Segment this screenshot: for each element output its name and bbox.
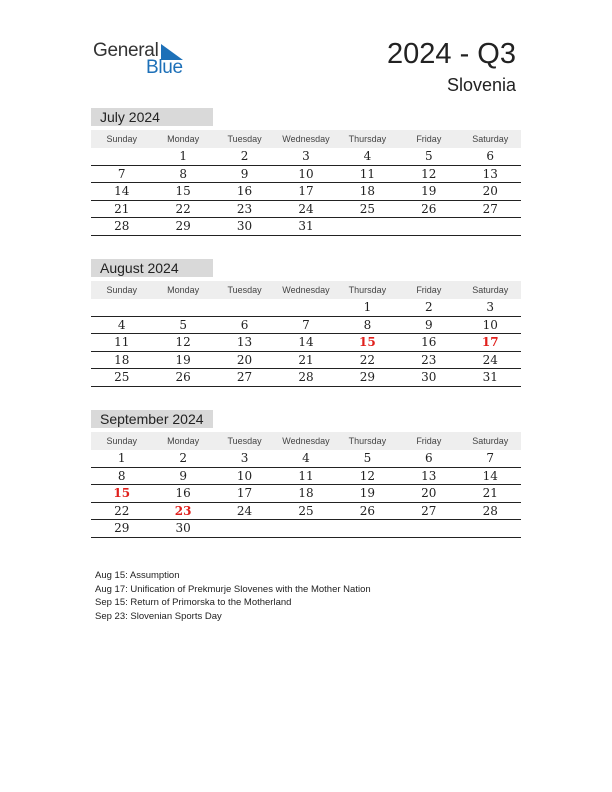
day-cell: 4 bbox=[117, 317, 126, 332]
day-cell: 25 bbox=[114, 370, 130, 384]
day-cell: 3 bbox=[240, 451, 249, 465]
month-title: August 2024 bbox=[91, 259, 213, 277]
weekday-label: Tuesday bbox=[227, 285, 262, 295]
week-row bbox=[91, 201, 521, 219]
day-cell: 2 bbox=[179, 451, 187, 465]
weekday-label: Sunday bbox=[106, 436, 137, 446]
holiday-notes bbox=[95, 569, 371, 623]
weekday-label: Saturday bbox=[472, 285, 509, 295]
day-cell: 11 bbox=[359, 166, 376, 181]
logo-word-general: General bbox=[93, 40, 159, 61]
day-cell: 10 bbox=[298, 166, 314, 181]
day-cell bbox=[275, 520, 336, 537]
day-cell: 29 bbox=[114, 521, 130, 535]
day-cell: 27 bbox=[482, 201, 498, 216]
day-cell: 2 bbox=[425, 300, 433, 314]
day-cell: 5 bbox=[425, 149, 433, 163]
weekday-label: Thursday bbox=[348, 134, 387, 144]
day-cell: 25 bbox=[298, 503, 314, 518]
day-cell: 4 bbox=[302, 451, 310, 465]
day-cell: 22 bbox=[359, 352, 376, 367]
weekday-label: Monday bbox=[167, 436, 200, 446]
day-cell: 29 bbox=[359, 370, 376, 384]
month-september bbox=[91, 410, 521, 538]
day-cell: 18 bbox=[298, 486, 314, 500]
weekday-label: Tuesday bbox=[227, 134, 262, 144]
day-cell: 30 bbox=[175, 521, 191, 535]
day-cell: 16 bbox=[421, 335, 437, 349]
day-cell: 30 bbox=[421, 370, 437, 384]
day-cell: 17 bbox=[236, 486, 253, 500]
holiday-day-cell: 15 bbox=[359, 335, 376, 349]
day-cell bbox=[152, 299, 213, 316]
day-cell: 5 bbox=[179, 317, 187, 332]
day-cell: 12 bbox=[421, 166, 437, 181]
day-cell: 11 bbox=[298, 468, 314, 483]
day-cell: 29 bbox=[175, 219, 191, 233]
day-cell: 12 bbox=[359, 468, 376, 483]
day-cell: 14 bbox=[114, 184, 130, 198]
week-row bbox=[91, 317, 521, 335]
weekday-label: Sunday bbox=[106, 134, 137, 144]
day-cell: 8 bbox=[363, 317, 372, 332]
day-cell: 1 bbox=[363, 300, 372, 314]
day-cell: 23 bbox=[236, 201, 253, 216]
day-cell: 9 bbox=[179, 468, 187, 483]
day-cell: 18 bbox=[114, 352, 130, 367]
day-cell: 1 bbox=[117, 451, 126, 465]
weekday-label: Friday bbox=[416, 436, 442, 446]
weekday-label: Monday bbox=[167, 134, 200, 144]
day-cell: 28 bbox=[482, 503, 498, 518]
day-cell: 19 bbox=[421, 184, 437, 198]
weekday-label: Friday bbox=[416, 134, 442, 144]
day-cell: 9 bbox=[240, 166, 249, 181]
week-row bbox=[91, 352, 521, 370]
day-cell: 19 bbox=[359, 486, 376, 500]
day-cell: 18 bbox=[359, 184, 376, 198]
weekday-label: Sunday bbox=[106, 285, 137, 295]
day-cell: 26 bbox=[359, 503, 376, 518]
weekday-label: Saturday bbox=[472, 436, 509, 446]
week-row bbox=[91, 334, 521, 352]
holiday-day-cell: 23 bbox=[174, 503, 192, 518]
day-cell: 22 bbox=[114, 503, 130, 518]
day-cell: 27 bbox=[236, 370, 253, 384]
holiday-note: Sep 23: Slovenian Sports Day bbox=[95, 610, 222, 622]
day-cell bbox=[337, 520, 398, 537]
day-cell: 20 bbox=[236, 352, 253, 367]
day-cell: 22 bbox=[175, 201, 191, 216]
day-cell: 26 bbox=[421, 201, 437, 216]
day-cell: 6 bbox=[486, 149, 495, 163]
holiday-note: Aug 15: Assumption bbox=[95, 570, 180, 581]
weekday-label: Thursday bbox=[348, 436, 387, 446]
day-cell: 20 bbox=[482, 184, 498, 198]
page-title: 2024 - Q3 bbox=[387, 38, 516, 70]
day-cell bbox=[460, 218, 521, 235]
day-cell: 14 bbox=[298, 335, 314, 349]
month-title: July 2024 bbox=[91, 108, 213, 126]
month-title: September 2024 bbox=[91, 410, 213, 428]
week-row bbox=[91, 148, 521, 166]
day-cell: 12 bbox=[175, 335, 191, 349]
day-cell: 21 bbox=[482, 486, 498, 500]
week-row bbox=[91, 183, 521, 201]
day-cell bbox=[214, 299, 275, 316]
day-cell: 11 bbox=[114, 335, 130, 349]
holiday-note: Aug 17: Unification of Prekmurje Slovenes with the Mother Nation bbox=[95, 583, 371, 595]
day-cell: 23 bbox=[421, 352, 437, 367]
day-cell: 24 bbox=[482, 352, 498, 367]
day-cell: 1 bbox=[179, 149, 187, 163]
day-cell: 10 bbox=[236, 468, 253, 483]
day-cell: 20 bbox=[421, 486, 437, 500]
day-cell: 16 bbox=[175, 486, 191, 500]
week-row bbox=[91, 166, 521, 184]
day-cell: 16 bbox=[236, 184, 253, 198]
day-cell bbox=[214, 520, 275, 537]
weekday-header-row bbox=[91, 432, 521, 450]
day-cell: 4 bbox=[363, 149, 372, 163]
week-row bbox=[91, 218, 521, 236]
day-cell: 7 bbox=[486, 451, 495, 465]
week-row bbox=[91, 299, 521, 317]
day-cell: 25 bbox=[359, 201, 376, 216]
day-cell bbox=[398, 218, 459, 235]
weekday-label: Tuesday bbox=[227, 436, 262, 446]
day-cell: 2 bbox=[240, 149, 249, 163]
month-august bbox=[91, 259, 521, 387]
day-cell bbox=[275, 299, 336, 316]
holiday-note: Sep 15: Return of Primorska to the Motherland bbox=[95, 597, 292, 608]
day-cell: 9 bbox=[425, 317, 433, 332]
day-cell: 13 bbox=[236, 335, 253, 349]
week-row bbox=[91, 485, 521, 503]
day-cell bbox=[460, 520, 521, 537]
weekday-label: Wednesday bbox=[282, 285, 330, 295]
weekday-label: Wednesday bbox=[282, 134, 330, 144]
day-cell bbox=[398, 520, 459, 537]
country-name: Slovenia bbox=[446, 75, 516, 95]
day-cell: 24 bbox=[298, 201, 314, 216]
day-cell: 21 bbox=[114, 201, 130, 216]
day-cell: 3 bbox=[302, 149, 310, 163]
day-cell: 15 bbox=[175, 184, 191, 198]
day-cell: 13 bbox=[482, 166, 498, 181]
weekday-header-row bbox=[91, 281, 521, 299]
weekday-label: Monday bbox=[167, 285, 200, 295]
logo bbox=[93, 40, 193, 80]
day-cell: 31 bbox=[482, 370, 498, 384]
day-cell: 21 bbox=[298, 352, 314, 367]
day-cell: 27 bbox=[421, 503, 437, 518]
day-cell: 8 bbox=[117, 468, 126, 483]
day-cell: 8 bbox=[179, 166, 187, 181]
day-cell bbox=[91, 148, 152, 165]
weekday-label: Friday bbox=[416, 285, 442, 295]
day-cell: 10 bbox=[482, 317, 498, 332]
week-row bbox=[91, 503, 521, 521]
week-row bbox=[91, 369, 521, 387]
day-cell: 28 bbox=[298, 370, 314, 384]
day-cell bbox=[337, 218, 398, 235]
day-cell: 7 bbox=[117, 166, 126, 181]
holiday-day-cell: 15 bbox=[113, 486, 131, 500]
weekday-label: Saturday bbox=[472, 134, 509, 144]
day-cell: 6 bbox=[240, 317, 249, 332]
day-cell: 14 bbox=[482, 468, 498, 483]
day-cell: 13 bbox=[421, 468, 437, 483]
day-cell: 3 bbox=[486, 300, 495, 314]
weekday-header-row bbox=[91, 130, 521, 148]
weekday-label: Thursday bbox=[348, 285, 387, 295]
day-cell: 7 bbox=[302, 317, 310, 332]
week-row bbox=[91, 468, 521, 486]
day-cell: 17 bbox=[298, 184, 314, 198]
day-cell: 5 bbox=[363, 451, 372, 465]
week-row bbox=[91, 450, 521, 468]
day-cell: 6 bbox=[425, 451, 433, 465]
logo-word-blue: Blue bbox=[146, 57, 183, 78]
week-row bbox=[91, 520, 521, 538]
month-july bbox=[91, 108, 521, 236]
day-cell: 24 bbox=[236, 503, 253, 518]
day-cell: 31 bbox=[298, 219, 314, 233]
day-cell bbox=[91, 299, 152, 316]
holiday-day-cell: 17 bbox=[481, 335, 499, 349]
day-cell: 19 bbox=[175, 352, 191, 367]
weekday-label: Wednesday bbox=[282, 436, 330, 446]
day-cell: 26 bbox=[175, 370, 191, 384]
day-cell: 28 bbox=[114, 219, 130, 233]
day-cell: 30 bbox=[236, 219, 253, 233]
